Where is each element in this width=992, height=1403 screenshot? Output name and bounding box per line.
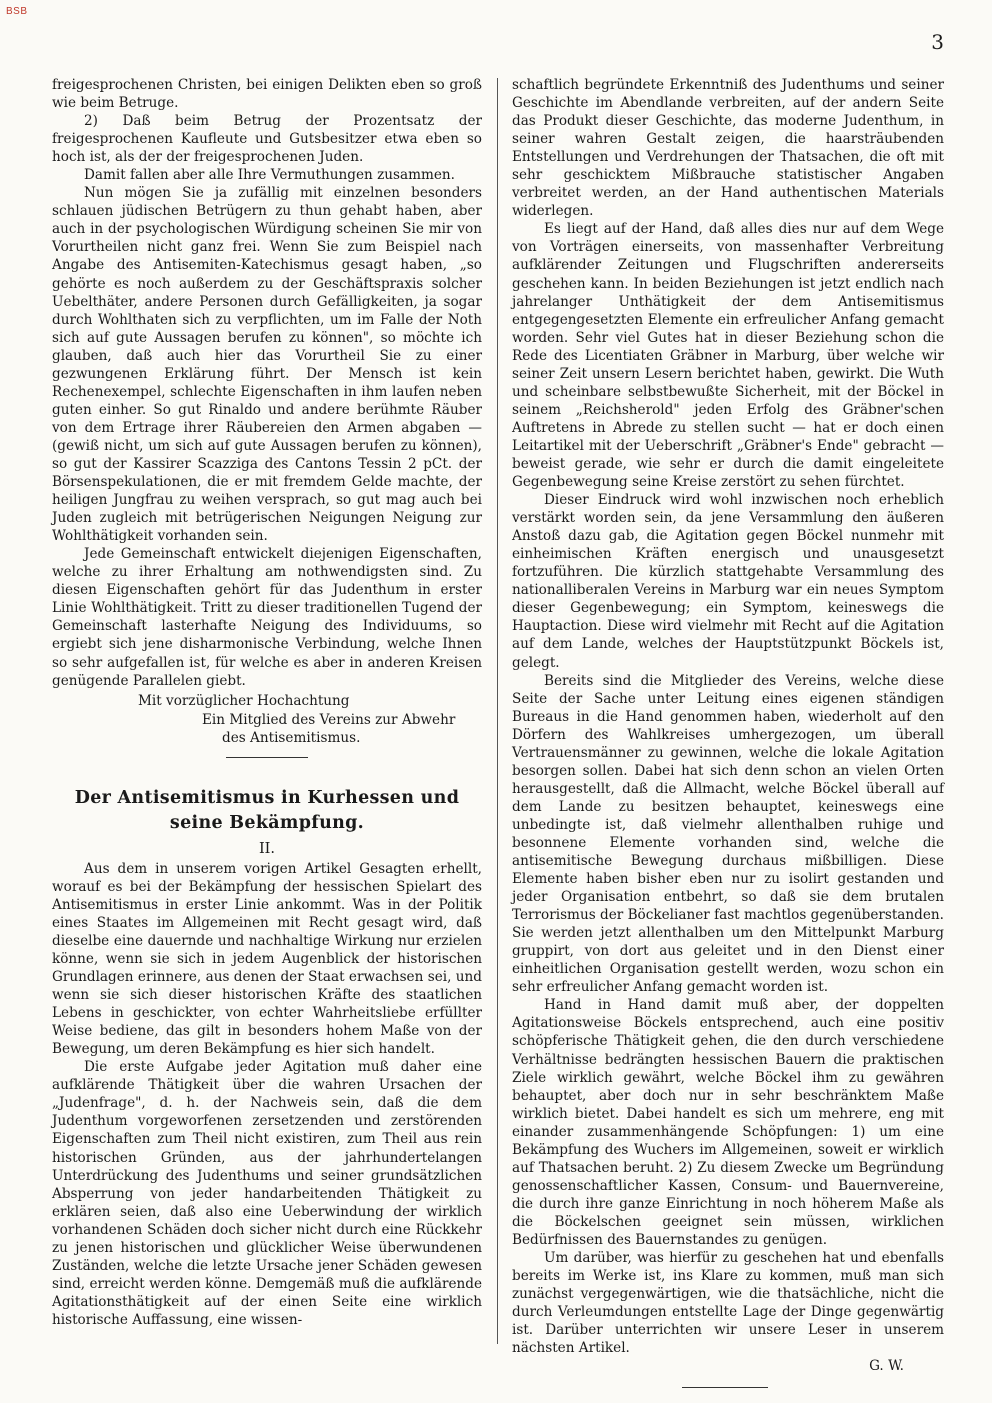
article-title: Der Antisemitismus in Kurhessen und seine Bekämpfung. (74, 787, 460, 833)
letter-closing: Mit vorzüglicher Hochachtung (138, 692, 350, 709)
letter-continuation: freigesprochenen Christen, bei einigen Delikten eben so groß wie beim Betruge. (52, 77, 482, 112)
article-paragraph: Um darüber, was hierfür zu geschehen hat und ebenfalls bereits im Werke ist, ins Klare zu kommen, muß man sich zunächst vergegenwärtigen, wie die thatsächliche, nicht die durch Verleumdungen entstellte Lage der Dinge gegenwärtig ist. Darüber unterrichten wir unsere Leser in unserem nächsten Artikel. (512, 1250, 944, 1357)
end-divider (682, 1387, 768, 1388)
letter-paragraph: Nun mögen Sie ja zufällig mit einzelnen besonders schlauen jüdischen Betrügern zu thun gehabt haben, aber auch in der psychologischen Würdigung scheinen Sie mir von Vorurtheilen nicht ganz frei. Wenn Sie zum Beispiel nach Angabe des Antisemiten-Katechismus gesagt haben, „so gehörte es noch außerdem zu der Geschäftspraxis solcher Uebelthäter, andere Personen durch Gefälligkeiten, ja sogar durch Wohlthaten sich zu verpflichten, um im Falle der Noth sich auf gute Aussagen berufen zu können", so möchte ich glauben, daß auch hier das Vorurtheil Sie zu einer gezwungenen Erklärung führt. Der Mensch ist kein Rechenexempel, schlechte Eigenschaften in ihm laufen neben guten einher. So gut Rinaldo und andere berühmte Räuber von dem Ertrage ihrer Räubereien den Armen abgaben — (gewiß nicht, um sich auf gute Aussagen berufen zu können), so gut der Kassirer Scazziga des Cantons Tessin 2 pCt. der Börsenspekulationen, die er mit fremdem Gelde machte, der heiligen Jungfrau zu weihen versprach, so gut mag auch bei Juden zugleich mit betrügerischen Neigungen Neigung zur Wohlthätigkeit vorhanden sein. (52, 185, 482, 545)
letter-signature (202, 711, 482, 747)
section-number: II. (258, 840, 276, 857)
letter-conclusion: Damit fallen aber alle Ihre Vermuthungen zusammen. (84, 167, 456, 184)
article-paragraph: Aus dem in unserem vorigen Artikel Gesagten erhellt, worauf es bei der Bekämpfung der hessischen Spielart des Antisemitismus in erster Linie ankommt. Was in der Politik eines Staates im Allgemeinen mit Recht gesagt wird, daß dieselbe eine dauernde und nachhaltige Wirkung nur erzielen könne, wenn sie sich in jedem Augenblick der historischen Grundlagen erinnere, aus denen der Staat erwachsen sei, und wenn sie sich dieser historischen Kräfte des staatlichen Lebens in geschickter, von echter Wahrheitsliebe erfüllter Weise bediene, das gilt in besonders hohem Maße von der Bewegung, um deren Bekämpfung es hier sich handelt. (52, 860, 482, 1058)
section-divider (226, 757, 308, 758)
right-column (512, 76, 944, 1388)
signature-line: Ein Mitglied des Vereins zur Abwehr (202, 711, 456, 728)
article-continuation: schaftlich begründete Erkenntniß des Judenthums und seiner Geschichte im Abendlande verbreiten, auf der andern Seite das Produkt dieser Geschichte, das moderne Judenthum, in seiner wahren Gestalt zeigen, die haarsträubenden Entstellungen und Verdrehungen der Thatsachen, die oft mit sehr geschicktem Mißbrauche statistischer Angaben verbreitet werden, an der Hand authentischen Materials widerlegen. (512, 77, 944, 220)
column-divider (497, 78, 498, 1344)
article-paragraph: Dieser Eindruck wird wohl inzwischen noch erheblich verstärkt worden sein, da jene Versammlung den äußeren Anstoß dazu gab, die Agitation gegen Böckel nunmehr mit einheimischen Kräften energisch und unausgesetzt fortzuführen. Die kürzlich stattgehabte Versammlung des nationalliberalen Vereins in Marburg war ein neues Symptom dieser Gegenbewegung; ein Symptom, keineswegs die Hauptaction. Diese wird vielmehr mit Recht auf die Agitation auf dem Lande, welches der Hauptstützpunkt Böckels ist, gelegt. (512, 492, 944, 671)
article-paragraph: Hand in Hand damit muß aber, der doppelten Agitationsweise Böckels entsprechend, auch eine positiv schöpferische Thätigkeit gehen, die den durch verschiedene Verhältnisse bedrängten hessischen Bauern die praktischen Ziele wirklich gewährt, welche Böckel ihm zu gewähren behauptet, aber doch nur in sehr beschränktem Maße wirklich bietet. Dabei handelt es sich um mehrere, eng mit einander zusammenhängende Schöpfungen: 1) um eine Bekämpfung des Wuchers im Allgemeinen, soweit er wirklich auf Thatsachen beruht. 2) Zu diesem Zwecke um Begründung genossenschaftlicher Kassen, Consum- und Bauernvereine, die durch ihre ganze Einrichtung in noch höherem Maße als die Böckelschen geeignet sein müssen, wirklichen Bedürfnissen des Bauernstandes zu genügen. (512, 997, 944, 1248)
page-number: 3 (931, 30, 944, 54)
letter-paragraph: Jede Gemeinschaft entwickelt diejenigen Eigenschaften, welche zu ihrer Erhaltung am nothwendigsten sind. Zu diesen Eigenschaften gehört für das Judenthum in erster Linie Wohlthätigkeit. Tritt zu dieser traditionellen Tugend der Gemeinschaft lasterhafte Neigung des Individuums, so ergiebt sich jene disharmonische Verbindung, welche Ihnen so sehr aufgefallen ist, für welche es aber in anderen Kreisen genügende Parallelen giebt. (52, 546, 482, 689)
article-paragraph: Bereits sind die Mitglieder des Vereins, welche diese Seite der Sache unter Leitung eines eigenen ständigen Bureaus in die Hand genommen haben, wiederholt auf den Dörfern des Wahlkreises umhergezogen, um überall Vertrauensmänner zu gewinnen, welche die lokale Agitation besorgen sollen. Dabei hat sich denn schon an vielen Orten herausgestellt, daß die Allmacht, welche Böckel überall auf dem Lande zu besitzen behauptet, keineswegs eine unbedingte ist, daß vielmehr allenthalben ruhige und besonnene Elemente vorhanden sind, welche die antisemitische Bewegung durchaus mißbilligen. Diese Elemente haben bisher eben nur zu isolirt gestanden und jeder Organisation entbehrt, so daß sie dem brutalen Terrorismus der Böckelianer fast machtlos gegenüberstanden. Sie werden jetzt allenthalben um den Mittelpunkt Marburg gruppirt, von dort aus geleitet und in den Dienst einer einheitlichen Organisation gestellt werden, wozu schon ein sehr erfreulicher Anfang gemacht worden ist. (512, 672, 944, 996)
signature-line: des Antisemitismus. (222, 729, 361, 746)
letter-point-two: 2) Daß beim Betrug der Prozentsatz der freigesprochenen Kaufleute und Gutsbesitzer etwa eben so hoch ist, als der der freigesprochenen Juden. (52, 113, 482, 166)
left-column (52, 76, 482, 1329)
article-signature: G. W. (869, 1358, 904, 1375)
article-paragraph: Die erste Aufgabe jeder Agitation muß daher eine aufklärende Thätigkeit über die wahren Ursachen der „Judenfrage", d. h. der Nachweis sein, daß die dem Judenthum vorgeworfenen zersetzenden und zerstörenden Eigenschaften zum Theil nicht existiren, zum Theil aus rein historischen Gründen, aus der jahrhundertelangen Unterdrückung des Judenthums und seiner grundsätzlichen Absperrung von jeder handarbeitenden Thätigkeit zu erklären seien, daß also eine Ueberwindung der wirklich vorhandenen Schäden doch sicher nicht durch eine Rückkehr zu jenen historischen und glücklicher Weise überwundenen Zuständen, welche die letzte Ursache jener Schäden gewesen sind, erreicht werden könne. Demgemäß muß die aufklärende Agitationsthätigkeit auf der einen Seite eine wirklich historische Auffassung, eine wissen- (52, 1059, 482, 1328)
article-paragraph: Es liegt auf der Hand, daß alles dies nur auf dem Wege von Vorträgen einerseits, von massenhafter Verbreitung aufklärender Zeitungen und Flugschriften andererseits geschehen kann. In beiden Beziehungen ist jetzt endlich nach jahrelanger Unthätigkeit der dem Antisemitismus entgegengesetzten Elemente ein erfreulicher Anfang gemacht worden. Sehr viel Gutes hat in dieser Beziehung schon die Rede des Licentiaten Gräbner in Marburg, über welche wir seiner Zeit unsern Lesern berichtet haben, gewirkt. Die Wuth und scheinbare selbstbewußte Sicherheit, mit der Böckel in seinem „Reichsherold" jeden Erfolg des Gräbner'schen Auftretens in Abrede zu stellen sucht — hat er doch einen Leitartikel mit der Ueberschrift „Gräbner's Ende" gebracht — beweist gerade, wie sehr er durch die damit eingeleitete Gegenbewegung seine Kreise zerstört zu sehen fürchtet. (512, 221, 944, 491)
library-stamp: BSB (6, 6, 28, 17)
